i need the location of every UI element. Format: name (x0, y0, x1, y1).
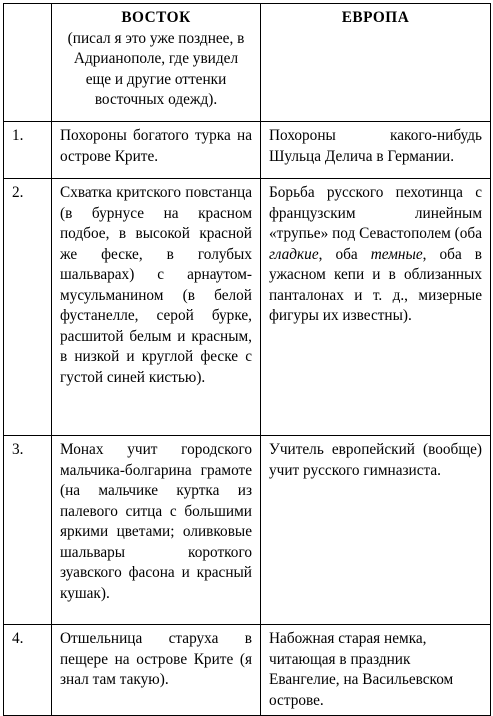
west-cell: Набожная старая немка, читающая в праздник Евангелие, на Васильевском острове. (261, 625, 491, 716)
header-num-cell (4, 4, 52, 122)
row-number: 3. (4, 436, 52, 625)
table-row (4, 436, 491, 625)
east-cell: Отшельница старуха в пещере на острове Крите (я знал там такую). (52, 625, 261, 716)
table-row (4, 625, 491, 716)
west-italic-word: темные (370, 245, 423, 263)
row-number: 2. (4, 179, 52, 436)
east-column-title: ВОСТОК (121, 9, 191, 26)
header-west-cell (261, 4, 491, 122)
row-number: 4. (4, 625, 52, 716)
west-text-part: , оба в ужасном кепи и в облизанных панталонах и т. д., мизерные фигуры их известны). (269, 245, 482, 324)
west-text-part: , оба (318, 245, 371, 263)
west-cell: Учитель европейский (вообще) учит русского гимназиста. (261, 436, 491, 625)
west-italic-word: гладкие (269, 245, 319, 263)
west-cell: Похороны какого-нибудь Шульца Делича в Германии. (261, 122, 491, 179)
west-column-title: ЕВРОПА (341, 9, 410, 26)
west-cell (261, 179, 491, 436)
header-row (4, 4, 491, 122)
east-cell: Похороны богатого турка на острове Крите. (52, 122, 261, 179)
table-row (4, 122, 491, 179)
table-row (4, 179, 491, 436)
east-cell: Схватка критского повстанца (в бурнусе на красном подбое, в высокой красной же феске, в голубых шальварах) с арнаутом-мусульманином (в белой фустанелле, серой бурке, расшитой белым и красным, в низкой и круглой феске с густой синей кистью). (52, 179, 261, 436)
east-cell: Монах учит городского мальчика-болгарина грамоте (на мальчике куртка из палевого ситца с большими яркими цветами; оливковые шальвары короткого зуавского фасона и красный кушак). (52, 436, 261, 625)
row-number: 1. (4, 122, 52, 179)
comparison-table (3, 3, 491, 716)
header-east-cell (52, 4, 261, 122)
east-column-note: (писал я это уже позднее, в Адрианополе, где увидел еще и другие оттенки восточных одежд). (67, 29, 245, 108)
west-text-part: Борьба русского пехотинца с французским линейным «трупье» под Севастополем (оба (269, 184, 482, 242)
